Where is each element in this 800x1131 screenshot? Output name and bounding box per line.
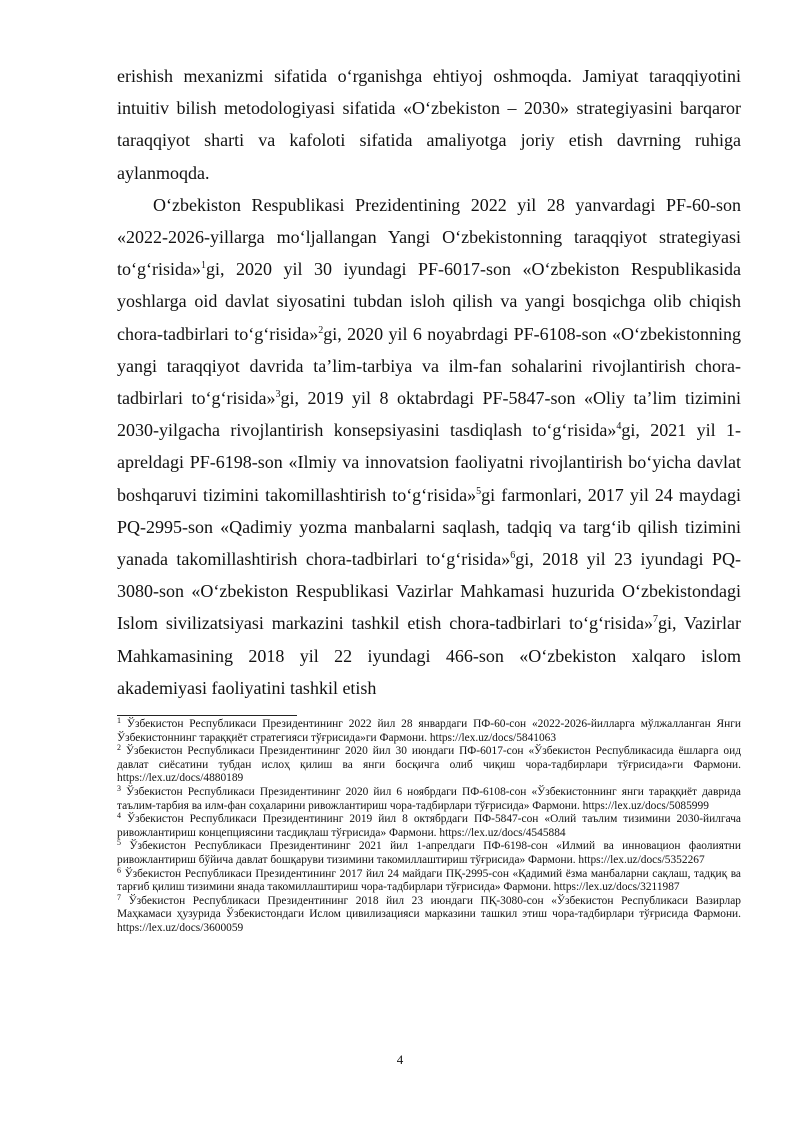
footnote-number: 3 [117, 784, 121, 794]
footnote-text: Ўзбекистон Республикаси Президентининг 2019 йил 8 октябрдаги ПФ-5847-сон «Олий таълим тизимини 2030-йилгача ривожлантириш концепциясини тасдиқлаш тўғрисида» Фармони. https://lex.uz/docs/4545884 [117, 813, 741, 839]
footnote-text: Ўзбекистон Республикаси Президентининг 2018 йил 23 июндаги ПҚ-3080-сон «Ўзбекистон Республикаси Вазирлар Маҳкамаси ҳузурида Ўзбекистондаги Ислом цивилизацияси марказини ташкил этиш чора-тадбирлари тўғрисида Фармони. https://lex.uz/docs/3600059 [117, 894, 741, 934]
footnote-4 [117, 813, 741, 840]
footnote-ref-4[interactable]: 4 [616, 421, 622, 433]
footnote-number: 1 [117, 716, 121, 726]
paragraph-2-text: gi, 2020 yil 30 iyundagi PF-6017-son «Oʻzbekiston Respublikasida yoshlarga oid davlat siyosatini tubdan isloh qilish va yangi bosqichga olib chiqish chora-tadbirlari toʻgʻrisida» [117, 259, 741, 344]
footnote-3 [117, 786, 741, 813]
footnote-text: Ўзбекистон Республикаси Президентининг 2021 йил 1-апрелдаги ПФ-6198-сон «Илмий ва инновацион фаолиятни ривожлантириш бўйича давлат бошқаруви тизимини такомиллаштириш тўғрисида» Фармони. https://lex.uz/docs/5352267 [117, 840, 741, 866]
footnote-number: 7 [117, 892, 121, 902]
footnote-ref-2[interactable]: 2 [318, 324, 324, 336]
footnote-7 [117, 892, 741, 936]
body-text [117, 60, 741, 704]
document-page [117, 60, 741, 936]
footnote-number: 2 [117, 743, 121, 753]
footnote-ref-3[interactable]: 3 [275, 389, 281, 401]
footnote-5 [117, 840, 741, 867]
footnote-ref-1[interactable]: 1 [200, 260, 206, 272]
paragraph-2-text: gi, 2019 yil 8 oktabrdagi PF-5847-son «Oliy ta’lim tizimini 2030-yilgacha rivojlantirish konsepsiyasini tasdiqlash toʻgʻrisida» [117, 388, 741, 441]
footnote-text: Ўзбекистон Республикаси Президентининг 2022 йил 28 январдаги ПФ-60-сон «2022-2026-йилларга мўлжалланган Янги Ўзбекистоннинг тараққиёт стратегияси тўғрисида»ги Фармони. https://lex.uz/docs/5841063 [117, 718, 741, 744]
footnote-ref-6[interactable]: 6 [510, 550, 516, 562]
footnote-6 [117, 865, 741, 895]
paragraph-2-text: Oʻzbekiston Respublikasi Prezidentining 2022 yil 28 yanvardagi PF-60-son «2022-2026-yillarga moʻljallangan Yangi Oʻzbekistonning taraqqiyot strategiyasi toʻgʻrisida» [117, 194, 741, 280]
paragraph-1: erishish mexanizmi sifatida oʻrganishga ehtiyoj oshmoqda. Jamiyat taraqqiyotini intuitiv bilish metodologiyasi sifatida «Oʻzbekiston – 2030» strategiyasini barqaror taraqqiyot sharti va kafoloti sifatida amaliyotga joriy etish davrning ruhiga aylanmoqda. [117, 66, 741, 183]
paragraph-2-text: gi, 2020 yil 6 noyabrdagi PF-6108-son «Oʻzbekistonning yangi taraqqiyot davrida ta’lim-tarbiya va ilm-fan sohalarini rivojlantirish chora-tadbirlari toʻgʻrisida» [117, 323, 741, 409]
footnote-text: Ўзбекистон Республикаси Президентининг 2017 йил 24 майдаги ПҚ-2995-сон «Қадимий ёзма манбаларни сақлаш, тадқиқ ва тарғиб қилиш тизимини янада такомиллаштириш чора-тадбирлари тўғрисида» Фармони. https://lex.uz/docs/3211987 [117, 867, 741, 894]
footnote-number: 5 [117, 838, 121, 848]
footnote-ref-5[interactable]: 5 [476, 485, 482, 497]
paragraph-2 [117, 189, 741, 704]
paragraph-2-text: gi, 2018 yil 23 iyundagi PQ-3080-son «Oʻzbekiston Respublikasi Vazirlar Mahkamasi huzurida Oʻzbekistondagi Islom sivilizatsiyasi markazini tashkil etish chora-tadbirlari toʻgʻrisida» [117, 549, 741, 634]
footnote-ref-7[interactable]: 7 [653, 614, 658, 626]
footnote-number: 6 [117, 865, 121, 875]
footnotes [117, 718, 741, 936]
footnote-text: Ўзбекистон Республикаси Президентининг 2020 йил 30 июндаги ПФ-6017-сон «Ўзбекистон Республикасида ёшларга оид давлат сиёсатини тубдан ислоҳ қилиш ва янги босқичга олиб чиқиш чора-тадбирлари тўғрисида»ги Фармони. https://lex.uz/docs/4880189 [117, 745, 741, 785]
footnote-1 [117, 718, 741, 745]
page-number: 4 [396, 1052, 404, 1067]
paragraph-2-text: gi, Vazirlar Mahkamasining 2018 yil 22 iyundagi 466-son «Oʻzbekiston xalqaro islom akademiyasi faoliyatini tashkil etish [117, 613, 741, 698]
paragraph-2-text: gi farmonlari, 2017 yil 24 maydagi PQ-2995-son «Qadimiy yozma manbalarni saqlash, tadqiq va targʻib qilish tizimini yanada takomillashtirish chora-tadbirlari toʻgʻrisida» [117, 484, 741, 570]
paragraph-2-text: gi, 2021 yil 1-apreldagi PF-6198-son «Ilmiy va innovatsion faoliyatni rivojlantirish boʻyicha davlat boshqaruvi tizimini takomillashtirish toʻgʻrisida» [117, 420, 742, 505]
footnote-text: Ўзбекистон Республикаси Президентининг 2020 йил 6 ноябрдаги ПФ-6108-сон «Ўзбекистоннинг янги тараққиёт даврида таълим-тарбия ва илм-фан соҳаларини ривожлантириш чора-тадбирлари тўғрисида» Фармони. https://lex.uz/docs/5085999 [117, 786, 741, 812]
footnote-2 [117, 745, 741, 786]
footnote-divider [117, 715, 297, 716]
footnote-number: 4 [117, 811, 121, 821]
